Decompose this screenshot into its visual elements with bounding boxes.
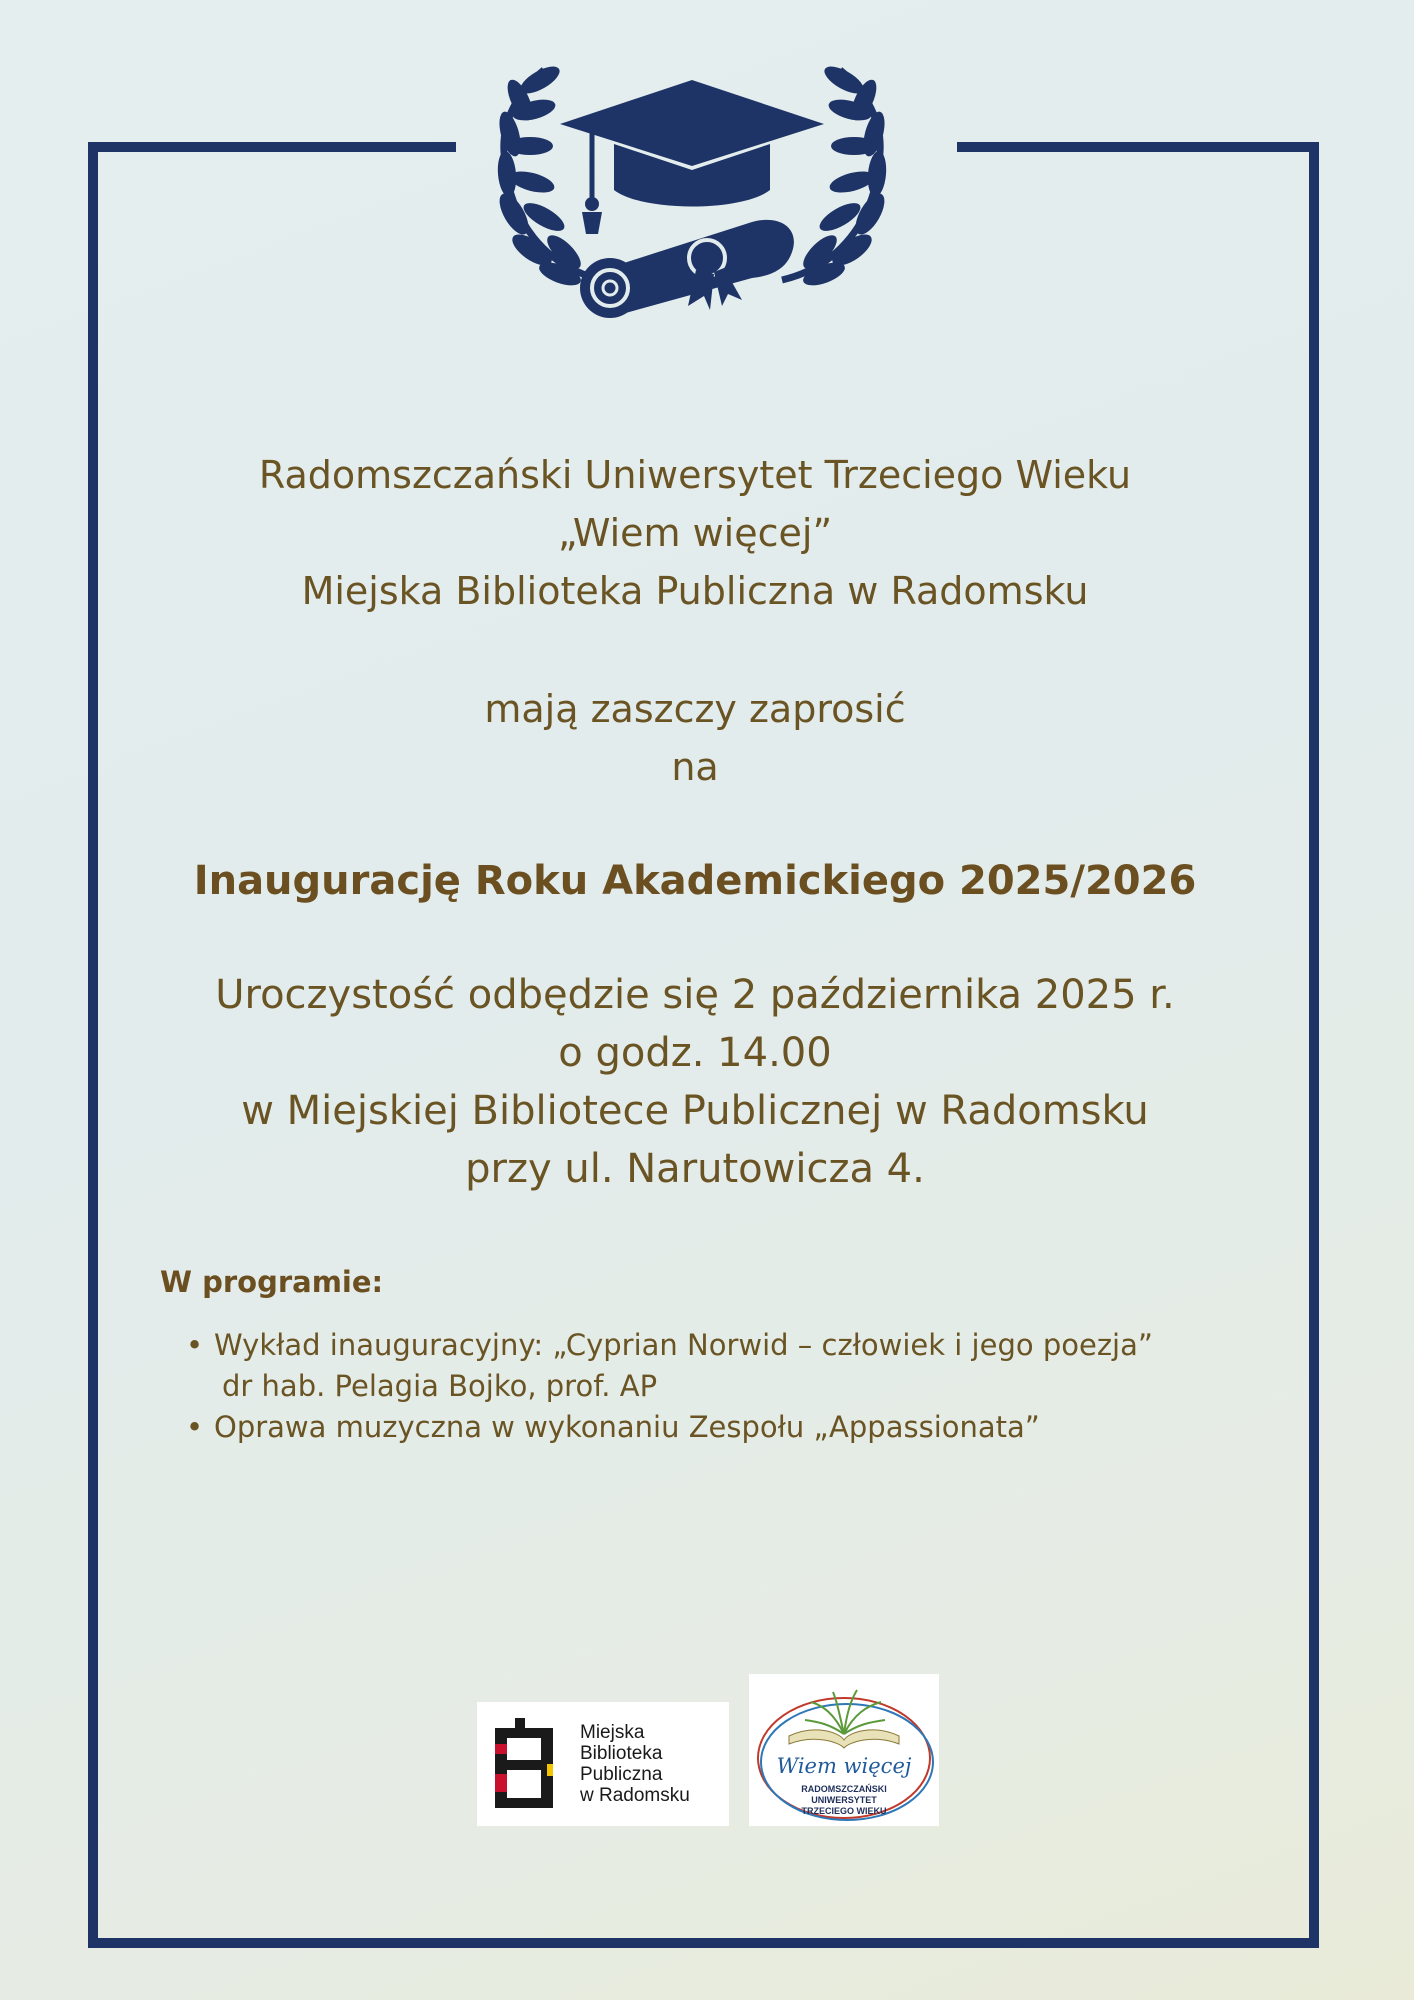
university-logo-caption: RADOMSZCZAŃSKI UNIWERSYTET TRZECIEGO WIEKU [801,1784,887,1816]
program-item [160,1325,1260,1407]
organizer-university: Radomszczański Uniwersytet Trzeciego Wieku [258,453,1132,497]
bullet-icon: • [186,1410,204,1444]
program-item-text: Wykład inauguracyjny: „Cyprian Norwid – człowiek i jego poezja” [214,1328,1153,1362]
library-logo-text: Miejska Biblioteka Publiczna w Radomsku [580,1722,690,1806]
university-logo [749,1674,939,1826]
library-logo [477,1702,729,1826]
frame-bottom [88,1938,1319,1948]
event-address: przy ul. Narutowicza 4. [465,1146,925,1192]
frame-top-left [88,142,456,152]
event-title: Inaugurację Roku Akademickiego 2025/2026 [193,858,1197,904]
organizer-library: Miejska Biblioteka Publiczna w Radomsku [301,569,1089,613]
graduation-cap-icon [452,62,932,322]
program-list [160,1325,1260,1448]
event-time: o godz. 14.00 [558,1030,832,1076]
library-logo-mark-icon [495,1718,557,1808]
event-date: Uroczystość odbędzie się 2 października 2025 r. [215,972,1175,1018]
invitation-line: mają zaszczy zaprosić [484,687,906,731]
frame-top-right [957,142,1319,152]
university-logo-script: Wiem więcej [776,1754,912,1778]
program-item [160,1407,1260,1448]
bullet-icon: • [186,1328,204,1362]
invitation-block [120,680,1270,796]
frame-left [88,142,98,1948]
program-section [160,1265,1260,1448]
program-heading: W programie: [160,1265,384,1299]
organizer-university-motto: „Wiem więcej” [557,511,833,555]
program-item-text: Oprawa muzyczna w wykonaniu Zespołu „Appassionata” [214,1410,1040,1444]
organizers-block [120,446,1270,620]
invitation-na: na [671,745,719,789]
program-item-speaker: dr hab. Pelagia Bojko, prof. AP [222,1369,658,1403]
event-details [120,966,1270,1198]
event-venue: w Miejskiej Bibliotece Publicznej w Radomsku [241,1088,1149,1134]
frame-right [1309,142,1319,1948]
